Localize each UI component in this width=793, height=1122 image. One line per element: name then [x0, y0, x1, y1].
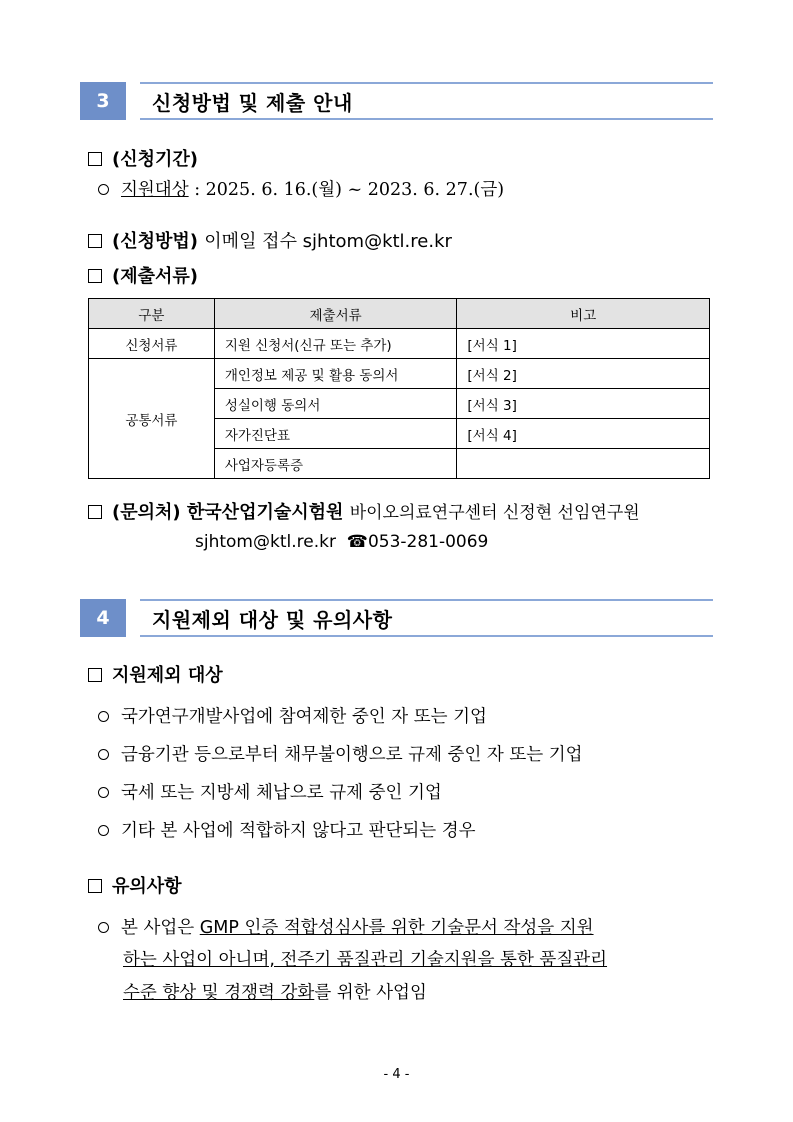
section-title: 지원제외 대상 및 유의사항	[152, 607, 393, 632]
list-item	[98, 703, 487, 728]
list-item-text: 국가연구개발사업에 참여제한 중인 자 또는 기업	[121, 707, 487, 727]
list-item-text: 금융기관 등으로부터 채무불이행으로 규제 중인 자 또는 기업	[121, 745, 583, 765]
contact-label: (문의처)	[112, 502, 181, 523]
contact-email: sjhtom@ktl.re.kr	[195, 532, 336, 552]
table-header: 비고	[457, 299, 710, 329]
checkbox-square-icon	[88, 152, 102, 166]
circle-bullet-icon	[98, 184, 109, 195]
section-4-header	[80, 599, 713, 637]
checkbox-square-icon	[88, 234, 102, 248]
circle-bullet-icon	[98, 749, 109, 760]
docs-label: (제출서류)	[112, 266, 199, 287]
table-header: 제출서류	[214, 299, 457, 329]
method-heading	[88, 227, 452, 253]
table-cell-note: [서식 1]	[457, 329, 710, 359]
page-number: - 4 -	[383, 1067, 410, 1082]
checkbox-square-icon	[88, 269, 102, 283]
exclusion-label: 지원제외 대상	[112, 665, 223, 686]
table-cell-note: [서식 3]	[457, 389, 710, 419]
period-value: 2025. 6. 16.(월) ~ 2023. 6. 27.(금)	[205, 180, 505, 200]
notes-text: GMP 인증 적합성심사를 위한 기술문서 작성을 지원	[199, 918, 594, 938]
section-number: 3	[80, 82, 126, 120]
period-heading	[88, 145, 198, 171]
contact-dept: 바이오의료연구센터 신정현 선임연구원	[349, 503, 640, 523]
notes-text: 본 사업은	[121, 918, 200, 938]
method-value: 이메일 접수 sjhtom@ktl.re.kr	[204, 231, 452, 252]
contact-phone: 053-281-0069	[367, 532, 489, 552]
notes-heading	[88, 872, 182, 898]
method-label: (신청방법)	[112, 231, 199, 252]
table-cell-note: [서식 2]	[457, 359, 710, 389]
table-header: 구분	[89, 299, 215, 329]
checkbox-square-icon	[88, 505, 102, 519]
table-cell-doc: 사업자등록증	[214, 449, 457, 479]
exclusion-heading	[88, 661, 223, 687]
table-cell-doc: 지원 신청서(신규 또는 추가)	[214, 329, 457, 359]
list-item-text: 기타 본 사업에 적합하지 않다고 판단되는 경우	[121, 821, 476, 841]
notes-paragraph-line	[123, 979, 427, 1004]
list-item	[98, 817, 476, 842]
circle-bullet-icon	[98, 787, 109, 798]
table-cell-group: 공통서류	[89, 359, 215, 479]
notes-text: 를 위한 사업임	[314, 983, 427, 1003]
list-item-text: 국세 또는 지방세 체납으로 규제 중인 기업	[121, 783, 442, 803]
docs-heading	[88, 262, 198, 288]
contact-heading	[88, 498, 640, 524]
docs-table	[88, 298, 710, 479]
table-header-row	[89, 299, 710, 329]
table-cell-doc: 개인정보 제공 및 활용 동의서	[214, 359, 457, 389]
notes-label: 유의사항	[112, 876, 182, 897]
period-item	[98, 176, 504, 201]
period-separator: :	[188, 180, 206, 200]
table-cell-note: [서식 4]	[457, 419, 710, 449]
list-item	[98, 741, 583, 766]
section-title: 신청방법 및 제출 안내	[152, 90, 353, 115]
table-cell-group: 신청서류	[89, 329, 215, 359]
contact-org: 한국산업기술시험원	[186, 502, 344, 523]
table-cell-doc: 자가진단표	[214, 419, 457, 449]
notes-paragraph-line	[98, 914, 594, 939]
notes-text: 하는 사업이 아니며, 전주기 품질관리 기술지원을 통한 품질관리	[123, 950, 608, 970]
notes-paragraph-line	[123, 946, 607, 971]
period-sub-label: 지원대상	[121, 180, 189, 200]
section-number: 4	[80, 599, 126, 637]
circle-bullet-icon	[98, 711, 109, 722]
circle-bullet-icon	[98, 825, 109, 836]
phone-icon: ☎	[346, 532, 368, 552]
list-item	[98, 779, 442, 804]
table-cell-doc: 성실이행 동의서	[214, 389, 457, 419]
table-row	[89, 329, 710, 359]
checkbox-square-icon	[88, 668, 102, 682]
circle-bullet-icon	[98, 922, 109, 933]
checkbox-square-icon	[88, 879, 102, 893]
period-label: (신청기간)	[112, 149, 199, 170]
table-row	[89, 359, 710, 389]
contact-detail	[195, 532, 488, 552]
notes-text: 수준 향상 및 경쟁력 강화	[123, 983, 315, 1003]
section-3-header	[80, 82, 713, 120]
table-cell-note	[457, 449, 710, 479]
